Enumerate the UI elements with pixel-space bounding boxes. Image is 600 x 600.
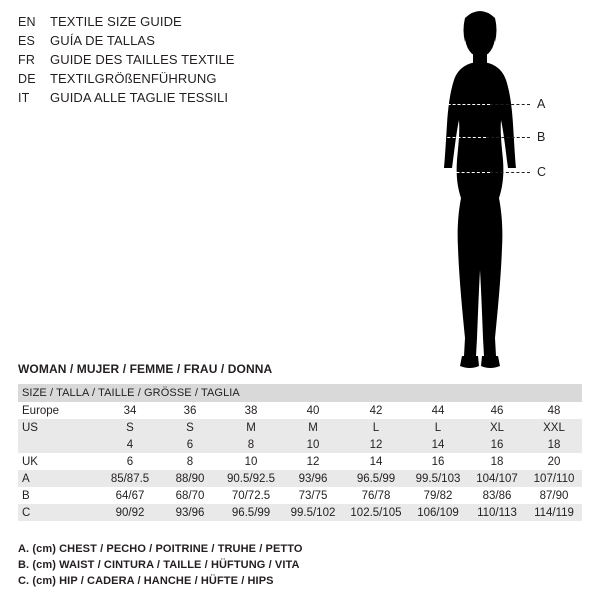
legend-item-chest: A. (cm) CHEST / PECHO / POITRINE / TRUHE / PETTO xyxy=(18,543,303,555)
table-cell: 40 xyxy=(282,402,344,419)
table-cell: 114/119 xyxy=(526,504,582,521)
table-cell: 36 xyxy=(160,402,220,419)
table-cell: S xyxy=(100,419,160,436)
table-cell: 83/86 xyxy=(468,487,526,504)
table-cell: 73/75 xyxy=(282,487,344,504)
language-code: DE xyxy=(18,72,36,86)
row-label: US xyxy=(18,419,100,436)
table-cell: 18 xyxy=(468,453,526,470)
table-cell: L xyxy=(344,419,408,436)
language-title: GUIDE DES TAILLES TEXTILE xyxy=(50,52,235,67)
table-cell: 38 xyxy=(220,402,282,419)
table-cell: 64/67 xyxy=(100,487,160,504)
table-cell: 6 xyxy=(100,453,160,470)
table-cell: 12 xyxy=(282,453,344,470)
table-header-row xyxy=(18,384,582,402)
female-silhouette-icon xyxy=(410,8,550,373)
table-cell: 8 xyxy=(220,436,282,453)
table-cell: S xyxy=(160,419,220,436)
language-code: IT xyxy=(18,91,30,105)
measurement-legend xyxy=(18,541,582,589)
language-code: EN xyxy=(18,15,36,29)
table-cell: M xyxy=(220,419,282,436)
table-cell: 42 xyxy=(344,402,408,419)
table-cell: 18 xyxy=(526,436,582,453)
table-cell: M xyxy=(282,419,344,436)
table-cell: 68/70 xyxy=(160,487,220,504)
language-title-block xyxy=(18,14,348,109)
table-row xyxy=(18,436,582,453)
language-title: GUIDA ALLE TAGLIE TESSILI xyxy=(50,90,229,105)
table-cell: 90/92 xyxy=(100,504,160,521)
row-label: Europe xyxy=(18,402,100,419)
waist-measure-label: B xyxy=(537,130,546,144)
table-cell: 34 xyxy=(100,402,160,419)
measurement-figure xyxy=(370,8,595,373)
row-label: A xyxy=(18,470,100,487)
chest-measure-label: A xyxy=(537,97,546,111)
waist-measure-line-outer xyxy=(486,137,530,138)
table-cell: 6 xyxy=(160,436,220,453)
table-cell: 10 xyxy=(282,436,344,453)
table-cell: L xyxy=(408,419,468,436)
language-row xyxy=(18,52,348,71)
table-cell: 102.5/105 xyxy=(344,504,408,521)
table-row xyxy=(18,419,582,436)
table-cell: 14 xyxy=(408,436,468,453)
table-cell: 90.5/92.5 xyxy=(220,470,282,487)
language-code: FR xyxy=(18,53,36,67)
table-cell: 93/96 xyxy=(282,470,344,487)
row-label: C xyxy=(18,504,100,521)
chest-measure-line-outer xyxy=(490,104,530,105)
table-cell: 99.5/102 xyxy=(282,504,344,521)
table-cell: 99.5/103 xyxy=(408,470,468,487)
table-cell: 48 xyxy=(526,402,582,419)
language-row xyxy=(18,90,348,109)
table-cell: 88/90 xyxy=(160,470,220,487)
row-label: B xyxy=(18,487,100,504)
table-cell: 107/110 xyxy=(526,470,582,487)
size-table xyxy=(18,384,582,521)
table-row xyxy=(18,470,582,487)
row-label: UK xyxy=(18,453,100,470)
row-label xyxy=(18,436,100,453)
hip-measure-line-inner xyxy=(426,172,490,173)
table-cell: 85/87.5 xyxy=(100,470,160,487)
legend-item-hip: C. (cm) HIP / CADERA / HANCHE / HÜFTE / HIPS xyxy=(18,575,274,587)
table-cell: 8 xyxy=(160,453,220,470)
table-cell: 14 xyxy=(344,453,408,470)
table-cell: 46 xyxy=(468,402,526,419)
table-cell: XXL xyxy=(526,419,582,436)
language-title: GUÍA DE TALLAS xyxy=(50,33,155,48)
language-title: TEXTILGRÖßENFÜHRUNG xyxy=(50,71,217,86)
chest-measure-line-inner xyxy=(428,104,490,105)
table-cell: XL xyxy=(468,419,526,436)
table-cell: 10 xyxy=(220,453,282,470)
table-cell: 106/109 xyxy=(408,504,468,521)
table-cell: 20 xyxy=(526,453,582,470)
size-table-wrapper xyxy=(18,384,582,521)
language-row xyxy=(18,71,348,90)
language-row xyxy=(18,14,348,33)
language-code: ES xyxy=(18,34,36,48)
section-heading: WOMAN / MUJER / FEMME / FRAU / DONNA xyxy=(18,362,273,376)
legend-item-waist: B. (cm) WAIST / CINTURA / TAILLE / HÜFTUNG / VITA xyxy=(18,559,300,571)
table-row xyxy=(18,453,582,470)
table-cell: 96.5/99 xyxy=(220,504,282,521)
table-cell: 16 xyxy=(468,436,526,453)
hip-measure-label: C xyxy=(537,165,547,179)
table-cell: 104/107 xyxy=(468,470,526,487)
table-cell: 79/82 xyxy=(408,487,468,504)
table-cell: 70/72.5 xyxy=(220,487,282,504)
table-cell: 4 xyxy=(100,436,160,453)
table-cell: 12 xyxy=(344,436,408,453)
table-cell: 44 xyxy=(408,402,468,419)
waist-measure-line-inner xyxy=(432,137,486,138)
table-cell: 16 xyxy=(408,453,468,470)
table-cell: 110/113 xyxy=(468,504,526,521)
table-cell: 76/78 xyxy=(344,487,408,504)
language-row xyxy=(18,33,348,52)
table-row xyxy=(18,487,582,504)
table-header-label: SIZE / TALLA / TAILLE / GRÖSSE / TAGLIA xyxy=(18,384,582,402)
table-cell: 87/90 xyxy=(526,487,582,504)
table-cell: 93/96 xyxy=(160,504,220,521)
table-cell: 96.5/99 xyxy=(344,470,408,487)
table-row xyxy=(18,504,582,521)
table-row xyxy=(18,402,582,419)
hip-measure-line-outer xyxy=(490,172,530,173)
language-title: TEXTILE SIZE GUIDE xyxy=(50,14,182,29)
